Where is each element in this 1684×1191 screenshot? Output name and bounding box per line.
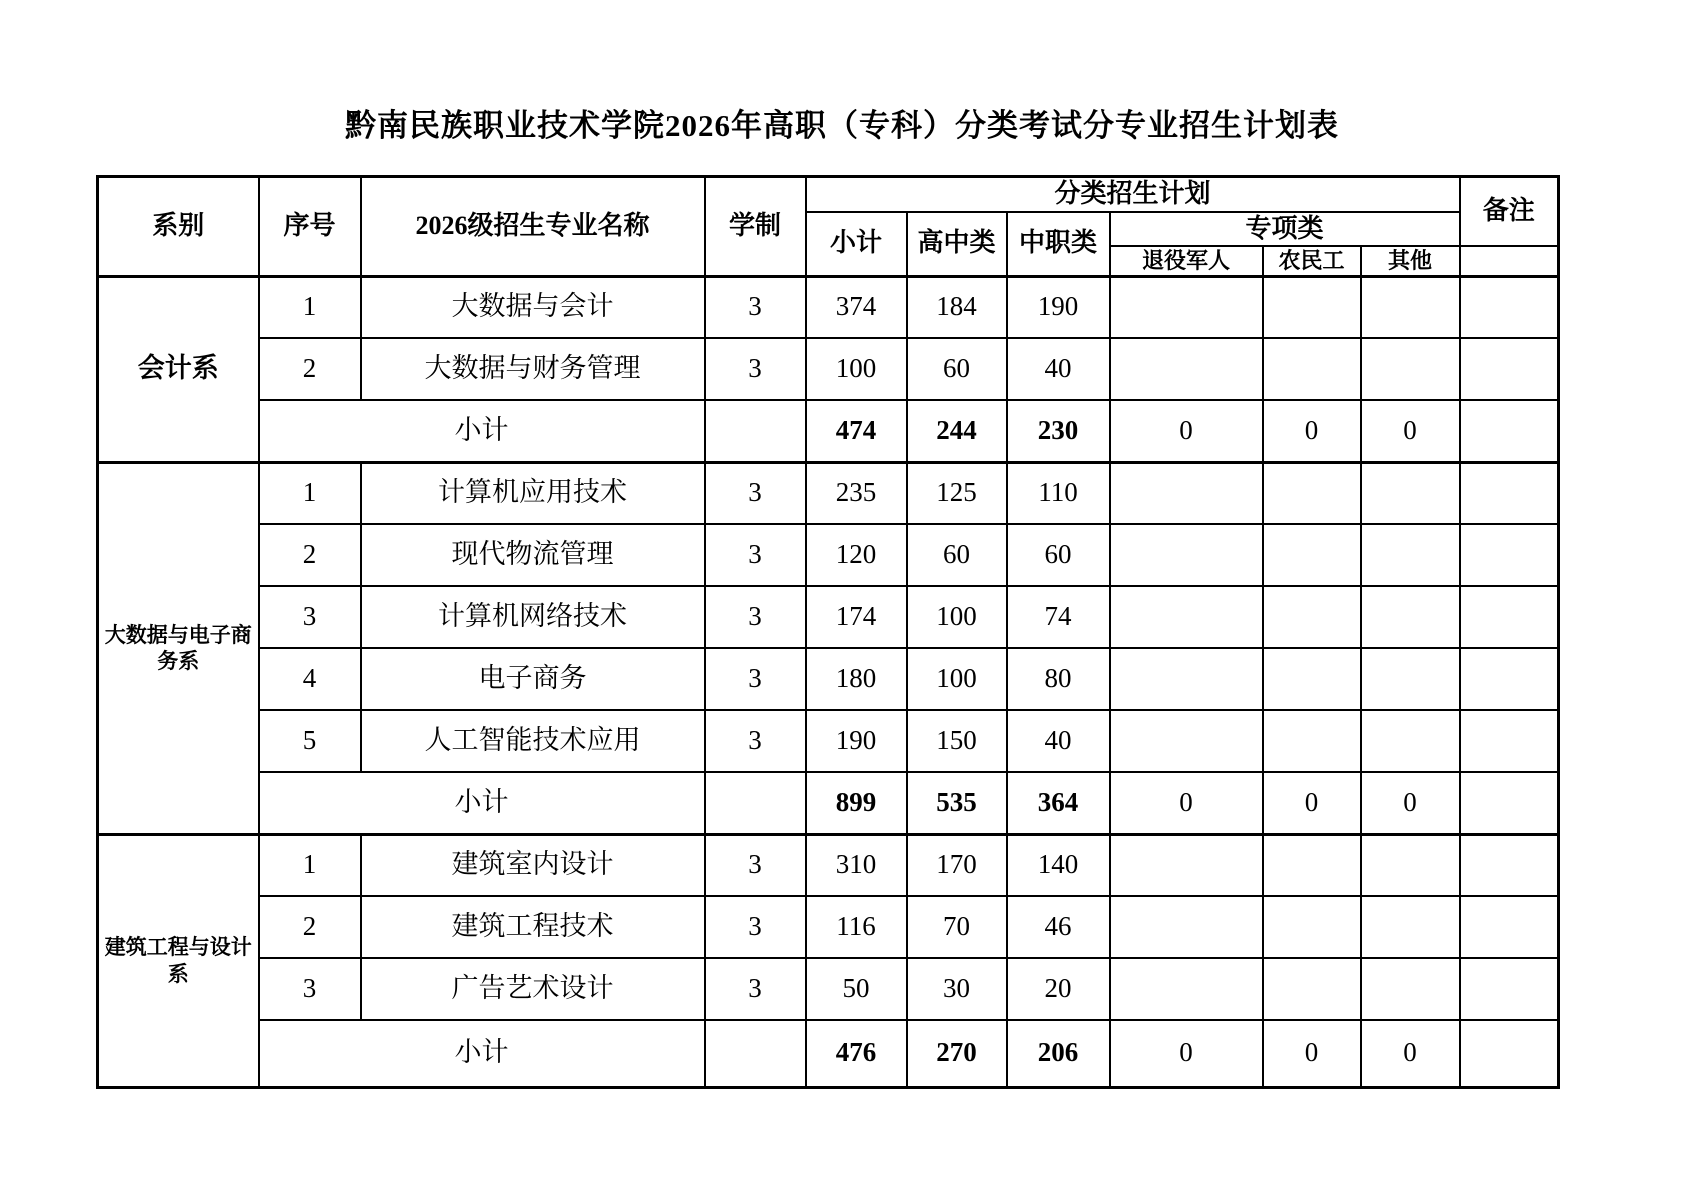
header-others: 其他 xyxy=(1361,246,1460,276)
others-cell: 0 xyxy=(1361,772,1460,834)
veterans-cell: 0 xyxy=(1110,400,1263,462)
remarks-cell xyxy=(1460,462,1559,524)
header-special-group: 专项类 xyxy=(1110,212,1460,247)
high-school-cell: 184 xyxy=(907,276,1007,338)
subtotal-row xyxy=(98,400,1559,462)
header-remarks: 备注 xyxy=(1460,177,1559,247)
major-name-cell: 人工智能技术应用 xyxy=(361,710,705,772)
major-row xyxy=(98,834,1559,896)
enrollment-plan-table xyxy=(96,175,1560,1089)
index-cell: 2 xyxy=(259,524,361,586)
duration-cell: 3 xyxy=(705,586,806,648)
index-cell: 1 xyxy=(259,276,361,338)
remarks-cell xyxy=(1460,896,1559,958)
header-high-school: 高中类 xyxy=(907,212,1007,277)
vocational-cell: 110 xyxy=(1007,462,1110,524)
header-remarks-empty-cell xyxy=(1460,246,1559,276)
high-school-cell: 60 xyxy=(907,338,1007,400)
others-cell xyxy=(1361,834,1460,896)
duration-cell: 3 xyxy=(705,524,806,586)
index-cell: 3 xyxy=(259,958,361,1020)
subtotal-cell: 310 xyxy=(806,834,907,896)
duration-cell xyxy=(705,772,806,834)
subtotal-cell: 474 xyxy=(806,400,907,462)
remarks-cell xyxy=(1460,834,1559,896)
vocational-cell: 46 xyxy=(1007,896,1110,958)
index-cell: 1 xyxy=(259,834,361,896)
others-cell xyxy=(1361,586,1460,648)
vocational-cell: 74 xyxy=(1007,586,1110,648)
major-row xyxy=(98,338,1559,400)
high-school-cell: 100 xyxy=(907,648,1007,710)
major-name-cell: 计算机网络技术 xyxy=(361,586,705,648)
vocational-cell: 206 xyxy=(1007,1020,1110,1087)
vocational-cell: 230 xyxy=(1007,400,1110,462)
department-cell: 会计系 xyxy=(98,276,259,462)
major-name-cell: 大数据与财务管理 xyxy=(361,338,705,400)
migrant-workers-cell xyxy=(1263,524,1361,586)
subtotal-row xyxy=(98,1020,1559,1087)
migrant-workers-cell xyxy=(1263,276,1361,338)
subtotal-label-cell: 小计 xyxy=(259,400,705,462)
migrant-workers-cell xyxy=(1263,338,1361,400)
remarks-cell xyxy=(1460,586,1559,648)
high-school-cell: 125 xyxy=(907,462,1007,524)
migrant-workers-cell xyxy=(1263,462,1361,524)
major-row xyxy=(98,896,1559,958)
subtotal-row xyxy=(98,772,1559,834)
header-major: 2026级招生专业名称 xyxy=(361,177,705,277)
migrant-workers-cell xyxy=(1263,834,1361,896)
header-migrant-workers: 农民工 xyxy=(1263,246,1361,276)
remarks-cell xyxy=(1460,338,1559,400)
others-cell xyxy=(1361,276,1460,338)
remarks-cell xyxy=(1460,648,1559,710)
migrant-workers-cell xyxy=(1263,958,1361,1020)
subtotal-cell: 100 xyxy=(806,338,907,400)
veterans-cell xyxy=(1110,710,1263,772)
veterans-cell xyxy=(1110,524,1263,586)
major-name-cell: 建筑工程技术 xyxy=(361,896,705,958)
veterans-cell: 0 xyxy=(1110,772,1263,834)
table-header xyxy=(98,177,1559,277)
veterans-cell xyxy=(1110,958,1263,1020)
migrant-workers-cell xyxy=(1263,586,1361,648)
table-body xyxy=(98,276,1559,1087)
veterans-cell xyxy=(1110,276,1263,338)
major-row xyxy=(98,586,1559,648)
remarks-cell xyxy=(1460,524,1559,586)
veterans-cell xyxy=(1110,896,1263,958)
index-cell: 5 xyxy=(259,710,361,772)
high-school-cell: 30 xyxy=(907,958,1007,1020)
subtotal-label-cell: 小计 xyxy=(259,1020,705,1087)
migrant-workers-cell xyxy=(1263,896,1361,958)
vocational-cell: 364 xyxy=(1007,772,1110,834)
vocational-cell: 140 xyxy=(1007,834,1110,896)
remarks-cell xyxy=(1460,400,1559,462)
header-plan-group: 分类招生计划 xyxy=(806,177,1460,212)
others-cell xyxy=(1361,958,1460,1020)
department-cell: 建筑工程与设计系 xyxy=(98,834,259,1087)
major-name-cell: 现代物流管理 xyxy=(361,524,705,586)
migrant-workers-cell xyxy=(1263,710,1361,772)
high-school-cell: 170 xyxy=(907,834,1007,896)
subtotal-cell: 50 xyxy=(806,958,907,1020)
duration-cell: 3 xyxy=(705,338,806,400)
others-cell xyxy=(1361,462,1460,524)
subtotal-cell: 116 xyxy=(806,896,907,958)
high-school-cell: 270 xyxy=(907,1020,1007,1087)
high-school-cell: 535 xyxy=(907,772,1007,834)
veterans-cell xyxy=(1110,338,1263,400)
others-cell xyxy=(1361,896,1460,958)
major-name-cell: 大数据与会计 xyxy=(361,276,705,338)
veterans-cell xyxy=(1110,648,1263,710)
duration-cell: 3 xyxy=(705,276,806,338)
header-subtotal: 小计 xyxy=(806,212,907,277)
remarks-cell xyxy=(1460,772,1559,834)
subtotal-cell: 190 xyxy=(806,710,907,772)
remarks-cell xyxy=(1460,1020,1559,1087)
subtotal-cell: 476 xyxy=(806,1020,907,1087)
others-cell xyxy=(1361,338,1460,400)
subtotal-cell: 899 xyxy=(806,772,907,834)
subtotal-cell: 235 xyxy=(806,462,907,524)
index-cell: 2 xyxy=(259,896,361,958)
vocational-cell: 60 xyxy=(1007,524,1110,586)
migrant-workers-cell: 0 xyxy=(1263,1020,1361,1087)
veterans-cell: 0 xyxy=(1110,1020,1263,1087)
header-index: 序号 xyxy=(259,177,361,277)
duration-cell: 3 xyxy=(705,710,806,772)
major-row xyxy=(98,276,1559,338)
others-cell xyxy=(1361,648,1460,710)
index-cell: 4 xyxy=(259,648,361,710)
vocational-cell: 40 xyxy=(1007,710,1110,772)
veterans-cell xyxy=(1110,462,1263,524)
header-vocational: 中职类 xyxy=(1007,212,1110,277)
high-school-cell: 100 xyxy=(907,586,1007,648)
others-cell xyxy=(1361,710,1460,772)
high-school-cell: 150 xyxy=(907,710,1007,772)
index-cell: 1 xyxy=(259,462,361,524)
major-row xyxy=(98,524,1559,586)
migrant-workers-cell: 0 xyxy=(1263,400,1361,462)
major-row xyxy=(98,710,1559,772)
migrant-workers-cell xyxy=(1263,648,1361,710)
major-name-cell: 建筑室内设计 xyxy=(361,834,705,896)
veterans-cell xyxy=(1110,586,1263,648)
vocational-cell: 190 xyxy=(1007,276,1110,338)
major-row xyxy=(98,648,1559,710)
high-school-cell: 60 xyxy=(907,524,1007,586)
high-school-cell: 70 xyxy=(907,896,1007,958)
header-row-1 xyxy=(98,177,1559,212)
subtotal-cell: 174 xyxy=(806,586,907,648)
index-cell: 2 xyxy=(259,338,361,400)
others-cell: 0 xyxy=(1361,1020,1460,1087)
migrant-workers-cell: 0 xyxy=(1263,772,1361,834)
duration-cell: 3 xyxy=(705,462,806,524)
department-cell: 大数据与电子商务系 xyxy=(98,462,259,834)
major-row xyxy=(98,462,1559,524)
subtotal-label-cell: 小计 xyxy=(259,772,705,834)
major-name-cell: 电子商务 xyxy=(361,648,705,710)
remarks-cell xyxy=(1460,710,1559,772)
header-department: 系别 xyxy=(98,177,259,277)
duration-cell: 3 xyxy=(705,834,806,896)
subtotal-cell: 120 xyxy=(806,524,907,586)
duration-cell xyxy=(705,400,806,462)
duration-cell: 3 xyxy=(705,896,806,958)
index-cell: 3 xyxy=(259,586,361,648)
remarks-cell xyxy=(1460,958,1559,1020)
vocational-cell: 40 xyxy=(1007,338,1110,400)
veterans-cell xyxy=(1110,834,1263,896)
duration-cell xyxy=(705,1020,806,1087)
header-veterans: 退役军人 xyxy=(1110,246,1263,276)
others-cell xyxy=(1361,524,1460,586)
remarks-cell xyxy=(1460,276,1559,338)
high-school-cell: 244 xyxy=(907,400,1007,462)
vocational-cell: 80 xyxy=(1007,648,1110,710)
major-row xyxy=(98,958,1559,1020)
major-name-cell: 计算机应用技术 xyxy=(361,462,705,524)
header-duration: 学制 xyxy=(705,177,806,277)
vocational-cell: 20 xyxy=(1007,958,1110,1020)
others-cell: 0 xyxy=(1361,400,1460,462)
page-title: 黔南民族职业技术学院2026年高职（专科）分类考试分专业招生计划表 xyxy=(345,108,1339,143)
subtotal-cell: 180 xyxy=(806,648,907,710)
duration-cell: 3 xyxy=(705,648,806,710)
major-name-cell: 广告艺术设计 xyxy=(361,958,705,1020)
subtotal-cell: 374 xyxy=(806,276,907,338)
duration-cell: 3 xyxy=(705,958,806,1020)
